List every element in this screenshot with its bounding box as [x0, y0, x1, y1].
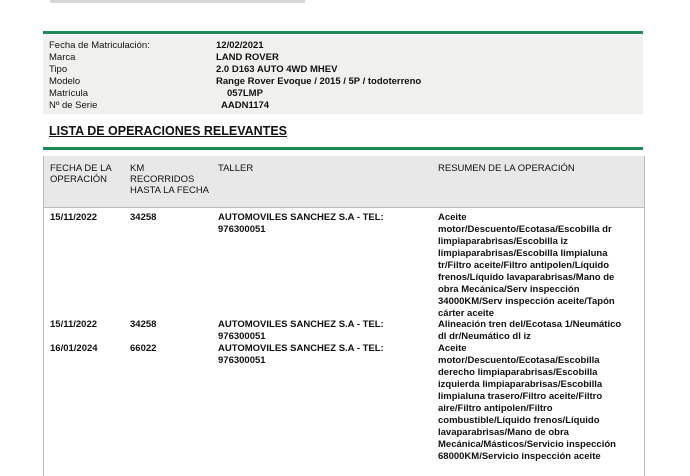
info-label: Nº de Serie	[49, 100, 98, 111]
info-label: Tipo	[49, 64, 68, 75]
cell-taller: AUTOMOVILES SANCHEZ S.A - TEL: 976300051	[218, 319, 384, 342]
cell-km: 34258	[130, 212, 157, 223]
cell-km: 34258	[130, 319, 157, 330]
cell-resumen: Aceite motor/Descuento/Ecotasa/Escobilla derecho limpiaparabrisas/Escobilla izquierda limpiaparabrisas/Escobilla limpialuna trasero/Filtro aceite/Filtro aire/Filtro antipolen/Filtro combustible/Líquido frenos/Líquido lavaparabrisas/Mano de obra Mecánica/Másticos/Servicio inspección 68000KM/Servicio inspección aceite	[438, 343, 616, 462]
header-resumen: RESUMEN DE LA OPERACIÓN	[438, 163, 575, 174]
info-value: 057LMP	[227, 88, 263, 99]
top-divider	[43, 31, 643, 34]
cell-fecha: 16/01/2024	[50, 343, 98, 354]
info-value: 12/02/2021	[216, 40, 264, 51]
vehicle-info-panel	[43, 35, 643, 114]
section-divider	[43, 147, 643, 150]
info-value: Range Rover Evoque / 2015 / 5P / todoterreno	[216, 76, 422, 87]
info-label: Matrícula	[49, 88, 89, 99]
cell-fecha: 15/11/2022	[50, 319, 98, 330]
cell-resumen: Alineación tren del/Ecotasa 1/Neumático dl dr/Neumático dl iz	[438, 319, 622, 342]
info-label: Modelo	[49, 76, 81, 87]
info-value: 2.0 D163 AUTO 4WD MHEV	[216, 64, 338, 75]
section-title: LISTA DE OPERACIONES RELEVANTES	[49, 124, 287, 138]
info-label: Marca	[49, 52, 76, 63]
table-header	[44, 156, 644, 208]
cell-fecha: 15/11/2022	[50, 212, 98, 223]
cell-km: 66022	[130, 343, 157, 354]
header-line	[50, 0, 305, 3]
cell-taller: AUTOMOVILES SANCHEZ S.A - TEL: 976300051	[218, 212, 384, 235]
cell-taller: AUTOMOVILES SANCHEZ S.A - TEL: 976300051	[218, 343, 384, 366]
info-label: Fecha de Matriculación:	[49, 40, 150, 51]
header-km: KM RECORRIDOS HASTA LA FECHA	[130, 163, 210, 196]
info-value: LAND ROVER	[216, 52, 279, 63]
info-value: AADN1174	[221, 100, 270, 111]
operations-table	[43, 156, 645, 476]
header-fecha: FECHA DE LA OPERACIÓN	[50, 163, 112, 185]
cell-resumen: Aceite motor/Descuento/Ecotasa/Escobilla dr limpiaparabrisas/Escobilla iz limpiaparabrisas/Escobilla limpialuna tr/Filtro aceite/Filtro antipolen/Líquido frenos/Líquido lavaparabrisas/Mano de obra Mecánica/Serv inspección 34000KM/Serv inspección aceite/Tapón cárter aceite	[438, 212, 615, 319]
header-taller: TALLER	[218, 163, 254, 174]
